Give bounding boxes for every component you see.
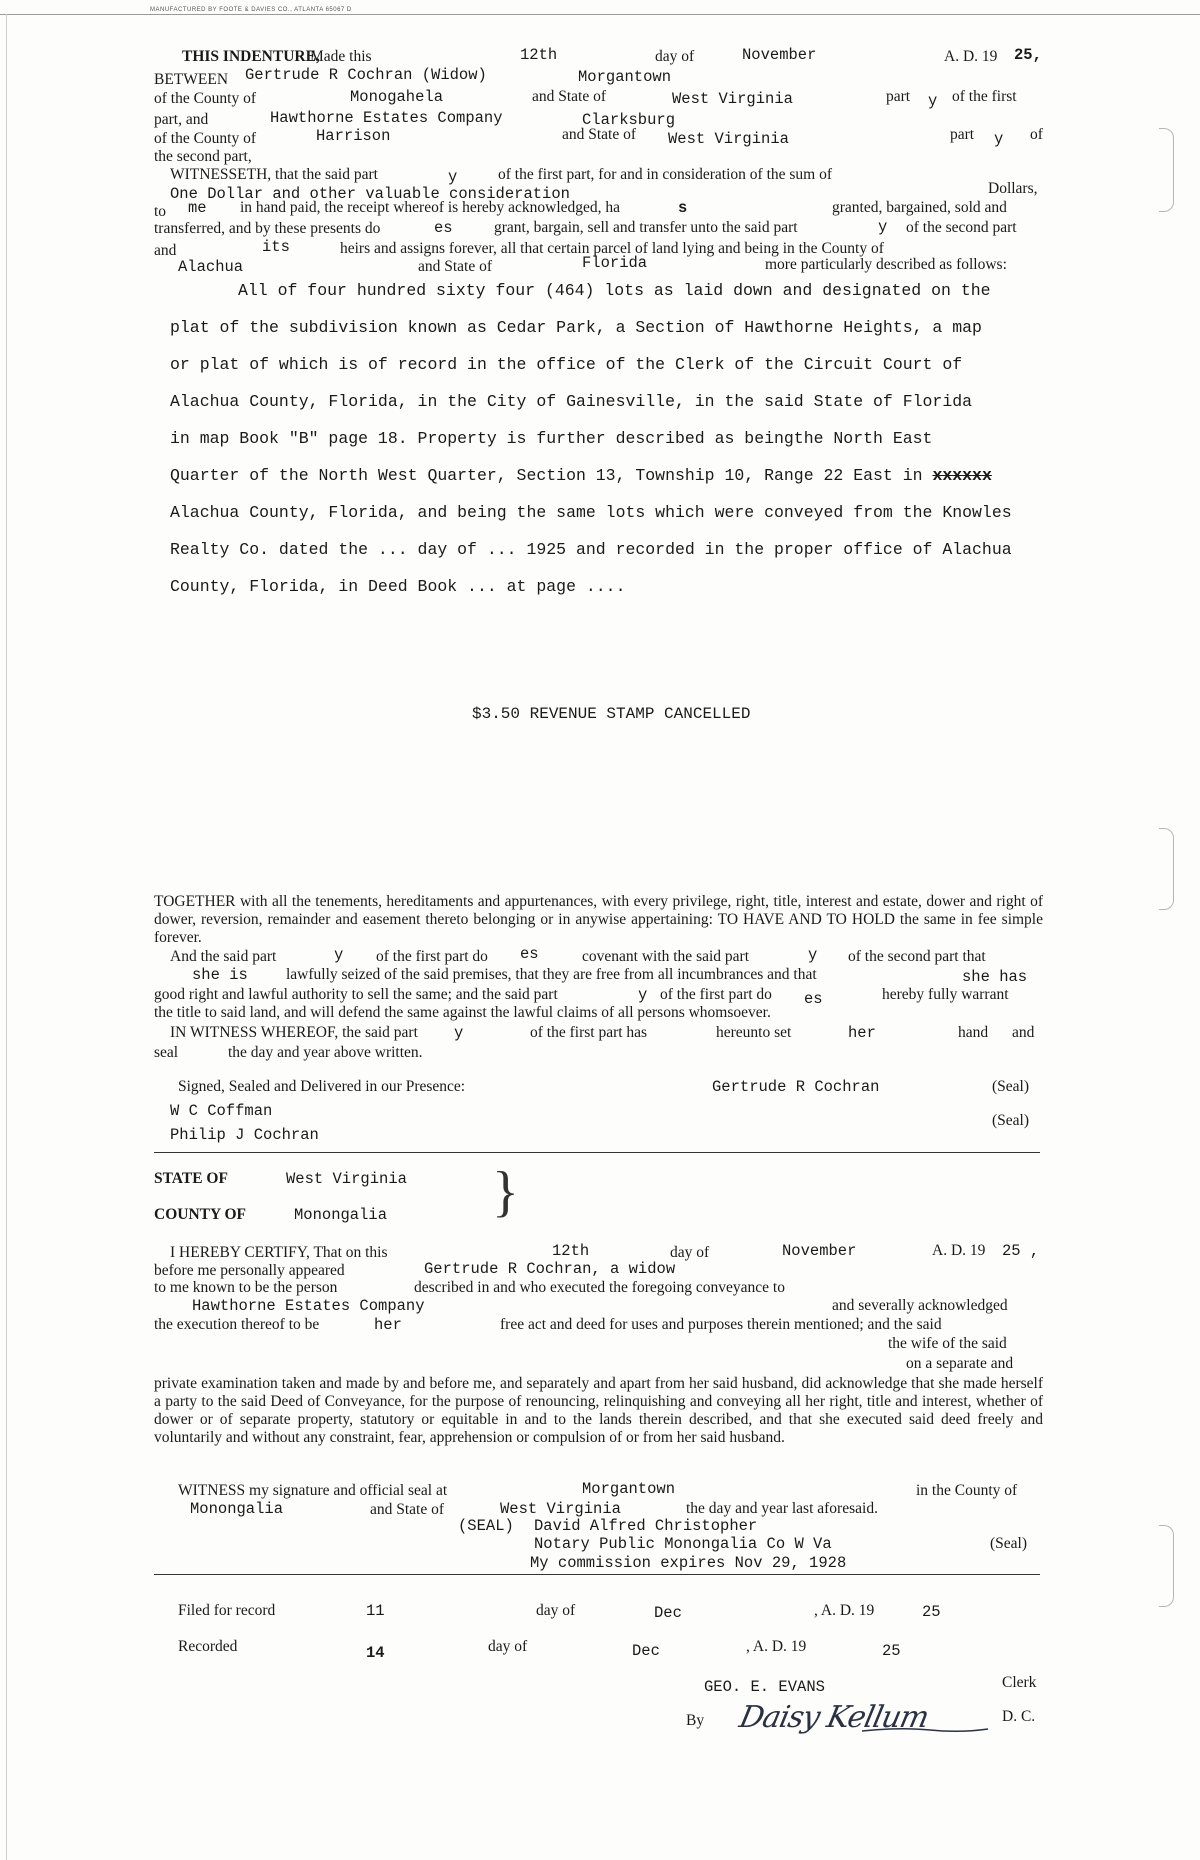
label: of [1030, 126, 1043, 143]
label: es [804, 990, 823, 1008]
label: of the first part do [376, 948, 488, 965]
deed-year: 25, [1014, 46, 1042, 64]
filed-day: 11 [366, 1602, 385, 1620]
struck-text: xxxxxx [932, 466, 992, 485]
recorded-label: Recorded [178, 1638, 238, 1655]
label: hand [958, 1024, 989, 1041]
divider [154, 1574, 1040, 1575]
label: A. D. 19 [932, 1242, 986, 1259]
label: her [848, 1024, 876, 1042]
grantor-county: Monogahela [350, 88, 444, 106]
binding-bracket [1159, 1525, 1174, 1607]
county-label: COUNTY OF [154, 1206, 246, 1223]
description-line: Realty Co. dated the ... day of ... 1925 and recorded in the proper office of Alachua [170, 540, 1012, 559]
label: , A. D. 19 [814, 1602, 875, 1619]
label: es [434, 219, 453, 237]
ack-county: Monongalia [294, 1206, 388, 1224]
grantor-city: Morgantown [578, 68, 672, 86]
label: of the second part that [848, 948, 986, 965]
label: heirs and assigns forever, all that certain parcel of land lying and being in the County of [340, 240, 884, 257]
label: the execution thereof to be [154, 1316, 320, 1333]
filed-month: Dec [654, 1604, 682, 1622]
label: and [1012, 1024, 1035, 1041]
label: y [638, 986, 648, 1004]
description-line: in map Book "B" page 18. Property is further described as beingthe North East [170, 429, 933, 448]
label: on a separate and [906, 1355, 1014, 1372]
label: part [886, 88, 911, 105]
filed-label: Filed for record [178, 1602, 276, 1619]
description-text: Quarter of the North West Quarter, Section 13, Township 10, Range 22 East in [170, 466, 923, 485]
recorded-year: 25 [882, 1642, 901, 1660]
label: y [928, 92, 938, 110]
filed-year: 25 [922, 1603, 941, 1621]
label: her [374, 1316, 402, 1334]
label: the day and year above written. [228, 1044, 423, 1061]
description-line: Alachua County, Florida, and being the same lots which were conveyed from the Knowles [170, 503, 1012, 522]
label: transferred, and by these presents do [154, 220, 381, 237]
label: and State of [370, 1501, 445, 1518]
label: more particularly described as follows: [765, 256, 1007, 273]
label: grant, bargain, sell and transfer unto the said part [494, 219, 798, 236]
label: And the said part [170, 948, 277, 965]
label: I HEREBY CERTIFY, That on this [170, 1244, 388, 1261]
label: covenant with the said part [582, 948, 750, 965]
property-county: Alachua [178, 258, 244, 276]
revenue-stamp-note: $3.50 REVENUE STAMP CANCELLED [472, 705, 751, 723]
label: WITNESSETH, that the said part [170, 166, 378, 183]
notary-county: Monongalia [190, 1500, 284, 1518]
signing-label: Signed, Sealed and Delivered in our Presence: [178, 1078, 466, 1095]
description-line: County, Florida, in Deed Book ... at page .... [170, 577, 626, 596]
grantor-name: Gertrude R Cochran (Widow) [245, 66, 487, 84]
ack-state: West Virginia [286, 1170, 407, 1188]
label: and State of [418, 258, 493, 275]
label: good right and lawful authority to sell the same; and the said part [154, 986, 558, 1003]
label: day of [536, 1602, 576, 1619]
notary-commission: My commission expires Nov 29, 1928 [530, 1554, 847, 1572]
label: Made this [310, 48, 372, 65]
label: of the second part [906, 219, 1017, 236]
label: s [678, 199, 688, 217]
label: of the first part, for and in consideration of the sum of [498, 166, 833, 183]
seal-mark: (SEAL) [458, 1517, 514, 1535]
label: hereby fully warrant [882, 986, 1009, 1003]
clerk-label: Clerk [1002, 1674, 1037, 1691]
label: described in and who executed the foregoing conveyance to [414, 1279, 785, 1296]
signature-underline [860, 1726, 990, 1734]
grantee-city: Clarksburg [582, 111, 676, 129]
label: Dollars, [988, 180, 1038, 197]
label: free act and deed for uses and purposes therein mentioned; and the said [500, 1316, 942, 1333]
grantor-signature: Gertrude R Cochran [712, 1078, 880, 1096]
label: day of [655, 48, 695, 65]
description-line: All of four hundred sixty four (464) lots as laid down and designated on the [238, 281, 991, 300]
label: in hand paid, the receipt whereof is hereby acknowledged, ha [240, 199, 621, 216]
deed-month: November [742, 46, 817, 64]
ack-day: 12th [552, 1242, 590, 1260]
indenture-heading: THIS INDENTURE, [182, 48, 320, 65]
top-border [0, 14, 1200, 15]
deputy-clerk-signature: Daisy Kellum [736, 1700, 932, 1735]
label: to [154, 203, 167, 220]
property-description [170, 272, 1070, 605]
brace: } [492, 1161, 519, 1223]
label: of the County of [154, 90, 257, 107]
label: of the first part has [530, 1024, 648, 1041]
label: its [262, 238, 290, 256]
ack-year: 25 , [1002, 1242, 1040, 1260]
description-line: Alachua County, Florida, in the City of Gainesville, in the said State of Florida [170, 392, 973, 411]
label: part [950, 126, 975, 143]
label: lawfully seized of the said premises, that they are free from all incumbrances and that [286, 966, 817, 983]
label: y [878, 218, 888, 236]
consideration: One Dollar and other valuable consideration [170, 185, 570, 203]
label: of the County of [154, 130, 257, 147]
label: seal [154, 1044, 179, 1061]
label: y [994, 130, 1004, 148]
binding-bracket [1159, 828, 1174, 910]
description-line [170, 457, 1070, 494]
grantee-name: Hawthorne Estates Company [270, 109, 503, 127]
state-label: STATE OF [154, 1170, 228, 1187]
label: A. D. 19 [944, 48, 998, 65]
recorded-day: 14 [366, 1644, 385, 1662]
label: in the County of [916, 1482, 1018, 1499]
label: By [686, 1712, 705, 1729]
ack-month: November [782, 1242, 857, 1260]
label: before me personally appeared [154, 1262, 345, 1279]
seal-mark: (Seal) [992, 1112, 1030, 1129]
label: to me known to be the person [154, 1279, 338, 1296]
description-line: or plat of which is of record in the office of the Clerk of the Circuit Court of [170, 355, 963, 374]
label: day of [488, 1638, 528, 1655]
label: and [154, 242, 177, 259]
label: day of [670, 1244, 710, 1261]
notary-state: West Virginia [500, 1500, 621, 1518]
label: and State of [562, 126, 637, 143]
witness-signature: W C Coffman [170, 1102, 273, 1120]
label: of the first part do [660, 986, 772, 1003]
label: , A. D. 19 [746, 1638, 807, 1655]
label: the day and year last aforesaid. [686, 1500, 878, 1517]
clerk-name: GEO. E. EVANS [704, 1678, 825, 1696]
label: she is [192, 966, 248, 984]
ack-grantee: Hawthorne Estates Company [192, 1297, 425, 1315]
grantee-county: Harrison [316, 127, 391, 145]
appearing-party: Gertrude R Cochran, a widow [424, 1260, 676, 1278]
label: the title to said land, and will defend the same against the lawful claims of all persons whomsoever. [154, 1004, 771, 1021]
habendum-clause: TOGETHER with all the tenements, hereditaments and appurtenances, with every privilege, right, title, interest and estate, dower and right of dower, reversion, remainder and easement thereto belonging or in anywise appertaining: TO HAVE AND TO HOLD the same in fee simple forever. [154, 893, 1043, 946]
label: granted, bargained, sold and [832, 199, 1007, 216]
label: y [808, 946, 818, 964]
deputy-clerk-label: D. C. [1002, 1708, 1036, 1725]
label: me [188, 199, 207, 217]
label: the wife of the said [888, 1335, 1007, 1352]
printer-imprint: MANUFACTURED BY FOOTE & DAVIES CO., ATLANTA 65067 D [150, 7, 352, 13]
notary-name: David Alfred Christopher [534, 1517, 758, 1535]
label: y [454, 1024, 464, 1042]
grantor-state: West Virginia [672, 90, 793, 108]
label: and State of [532, 88, 607, 105]
seal-mark: (Seal) [990, 1535, 1028, 1552]
label: the second part, [154, 148, 252, 165]
label: IN WITNESS WHEREOF, the said part [170, 1024, 418, 1041]
grantee-state: West Virginia [668, 130, 789, 148]
description-line: plat of the subdivision known as Cedar Park, a Section of Hawthorne Heights, a map [170, 318, 982, 337]
recorded-month: Dec [632, 1642, 660, 1660]
witness-signature: Philip J Cochran [170, 1126, 319, 1144]
label: es [520, 945, 539, 963]
label: y [334, 946, 344, 964]
property-state: Florida [582, 254, 648, 272]
privy-examination-clause: private examination taken and made by and before me, and separately and apart from her said husband, did acknowledge that she made herself a party to the said Deed of Conveyance, for the purpose of renouncing, relinquishing and conveying all her right, title and interest, whether of dower or of separate property, statutory or equitable in and to the lands therein described, and that she executed said deed freely and voluntarily and without any constraint, fear, apprehension or compulsion of or from her said husband. [154, 1375, 1043, 1446]
seal-mark: (Seal) [992, 1078, 1030, 1095]
label: and severally acknowledged [832, 1297, 1008, 1314]
divider [154, 1152, 1040, 1153]
deed-day: 12th [520, 46, 558, 64]
notary-title: Notary Public Monongalia Co W Va [534, 1535, 832, 1553]
left-border [6, 14, 7, 1860]
notary-city: Morgantown [582, 1480, 676, 1498]
label: of the first [952, 88, 1017, 105]
binding-bracket [1159, 128, 1174, 212]
label: y [448, 168, 458, 186]
label: she has [962, 968, 1028, 986]
label: WITNESS my signature and official seal at [178, 1482, 448, 1499]
label: part, and [154, 111, 209, 128]
label: BETWEEN [154, 71, 229, 88]
label: hereunto set [716, 1024, 792, 1041]
